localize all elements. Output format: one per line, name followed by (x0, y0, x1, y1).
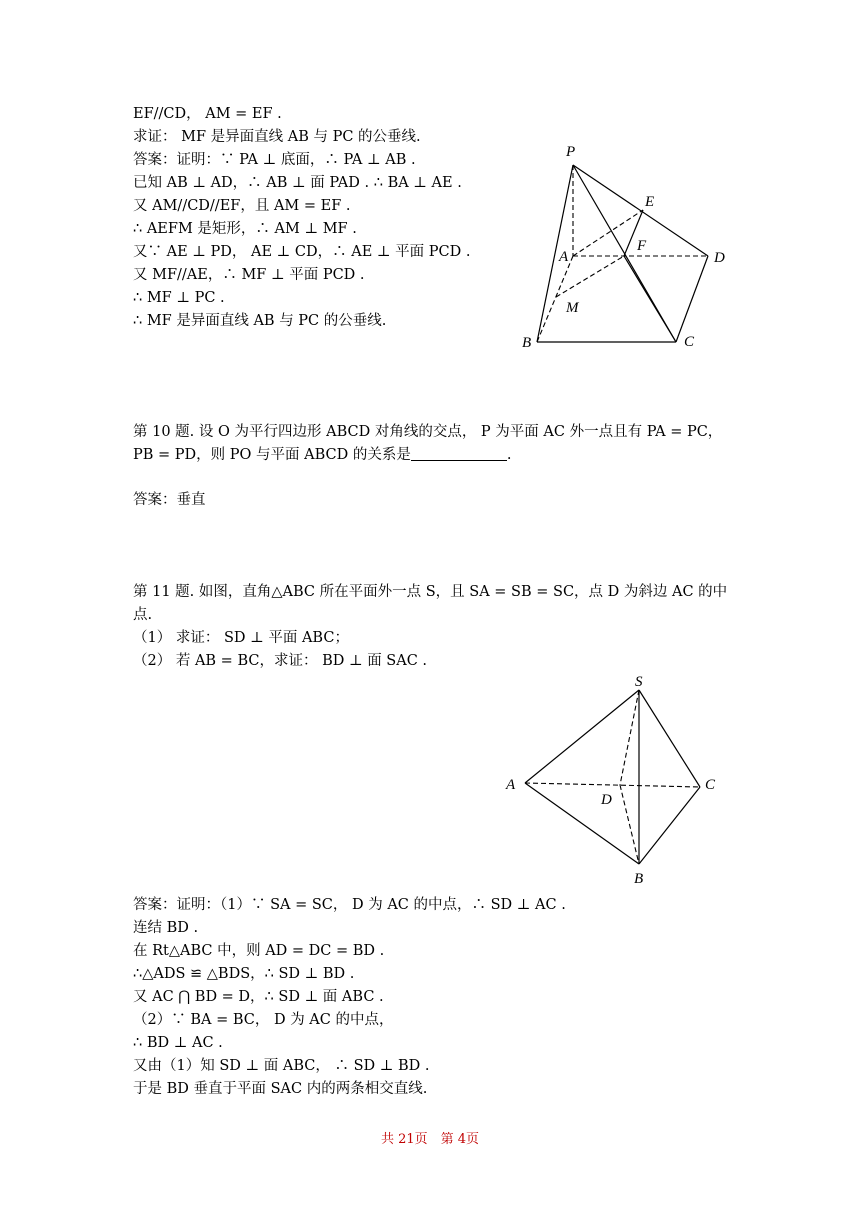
tetrahedron-figure (500, 670, 730, 890)
q10-line-2-text: PB = PD，则 PO 与平面 ABCD 的关系是 (133, 447, 411, 463)
ans11-line-5: 又 AC ⋂ BD = D，∴ SD ⊥ 面 ABC . (133, 989, 384, 1005)
proof-line-6: ∴ AEFM 是矩形，∴ AM ⊥ MF . (133, 221, 357, 237)
ans11-line-3: 在 Rt△ABC 中，则 AD = DC = BD . (133, 943, 385, 959)
ans11-line-6: （2）∵ BA = BC， D 为 AC 的中点， (133, 1012, 394, 1028)
label-b: B (522, 335, 532, 351)
ans11-line-4: ∴△ADS ≌ △BDS，∴ SD ⊥ BD . (133, 966, 355, 982)
label-p: P (566, 144, 576, 160)
ans11-line-9: 于是 BD 垂直于平面 SAC 内的两条相交直线. (133, 1081, 428, 1097)
ans11-line-8: 又由（1）知 SD ⊥ 面 ABC， ∴ SD ⊥ BD . (133, 1058, 430, 1074)
label-c2: C (705, 777, 716, 793)
proof-line-3: 答案：证明：∵ PA ⊥ 底面，∴ PA ⊥ AB . (133, 152, 416, 168)
proof-line-7: 又∵ AE ⊥ PD， AE ⊥ CD，∴ AE ⊥ 平面 PCD . (133, 244, 471, 260)
proof-line-10: ∴ MF 是异面直线 AB 与 PC 的公垂线. (133, 313, 387, 329)
ans11-line-2: 连结 BD . (133, 920, 199, 936)
q11-line-4: （2） 若 AB = BC，求证： BD ⊥ 面 SAC . (133, 653, 428, 669)
label-e: E (645, 194, 655, 210)
q10-answer: 答案：垂直 (133, 492, 206, 508)
ans11-line-1: 答案：证明：（1）∵ SA = SC， D 为 AC 的中点，∴ SD ⊥ AC . (133, 897, 566, 913)
page-footer: 共 21页 第 4页 (380, 1132, 480, 1147)
proof-line-9: ∴ MF ⊥ PC . (133, 290, 225, 306)
q10-line-1: 第 10 题. 设 O 为平行四边形 ABCD 对角线的交点， P 为平面 AC 外一点且有 PA = PC， (133, 424, 723, 440)
label-m: M (566, 300, 579, 316)
answer-blank (411, 446, 507, 461)
label-a: A (559, 249, 569, 265)
q10-line-2-end: . (506, 447, 512, 463)
q11-line-3: （1） 求证： SD ⊥ 平面 ABC； (133, 630, 349, 646)
label-s: S (635, 674, 643, 690)
pyramid-figure (510, 135, 750, 360)
label-d2: D (601, 792, 612, 808)
ans11-line-7: ∴ BD ⊥ AC . (133, 1035, 223, 1051)
proof-line-5: 又 AM//CD//EF，且 AM = EF . (133, 198, 351, 214)
proof-line-2: 求证： MF 是异面直线 AB 与 PC 的公垂线. (133, 129, 421, 145)
proof-line-8: 又 MF//AE，∴ MF ⊥ 平面 PCD . (133, 267, 365, 283)
proof-line-4: 已知 AB ⊥ AD，∴ AB ⊥ 面 PAD . ∴ BA ⊥ AE . (133, 175, 462, 191)
label-d: D (714, 250, 725, 266)
label-a2: A (506, 777, 516, 793)
q11-line-1: 第 11 题. 如图，直角△ABC 所在平面外一点 S，且 SA = SB = SC，点 D 为斜边 AC 的中 (133, 584, 728, 600)
q11-line-2: 点. (133, 607, 153, 623)
label-c: C (684, 334, 695, 350)
label-b2: B (634, 871, 644, 887)
proof-line-1: EF//CD， AM = EF . (133, 106, 282, 122)
label-f: F (637, 238, 647, 254)
q10-line-2 (133, 445, 511, 465)
